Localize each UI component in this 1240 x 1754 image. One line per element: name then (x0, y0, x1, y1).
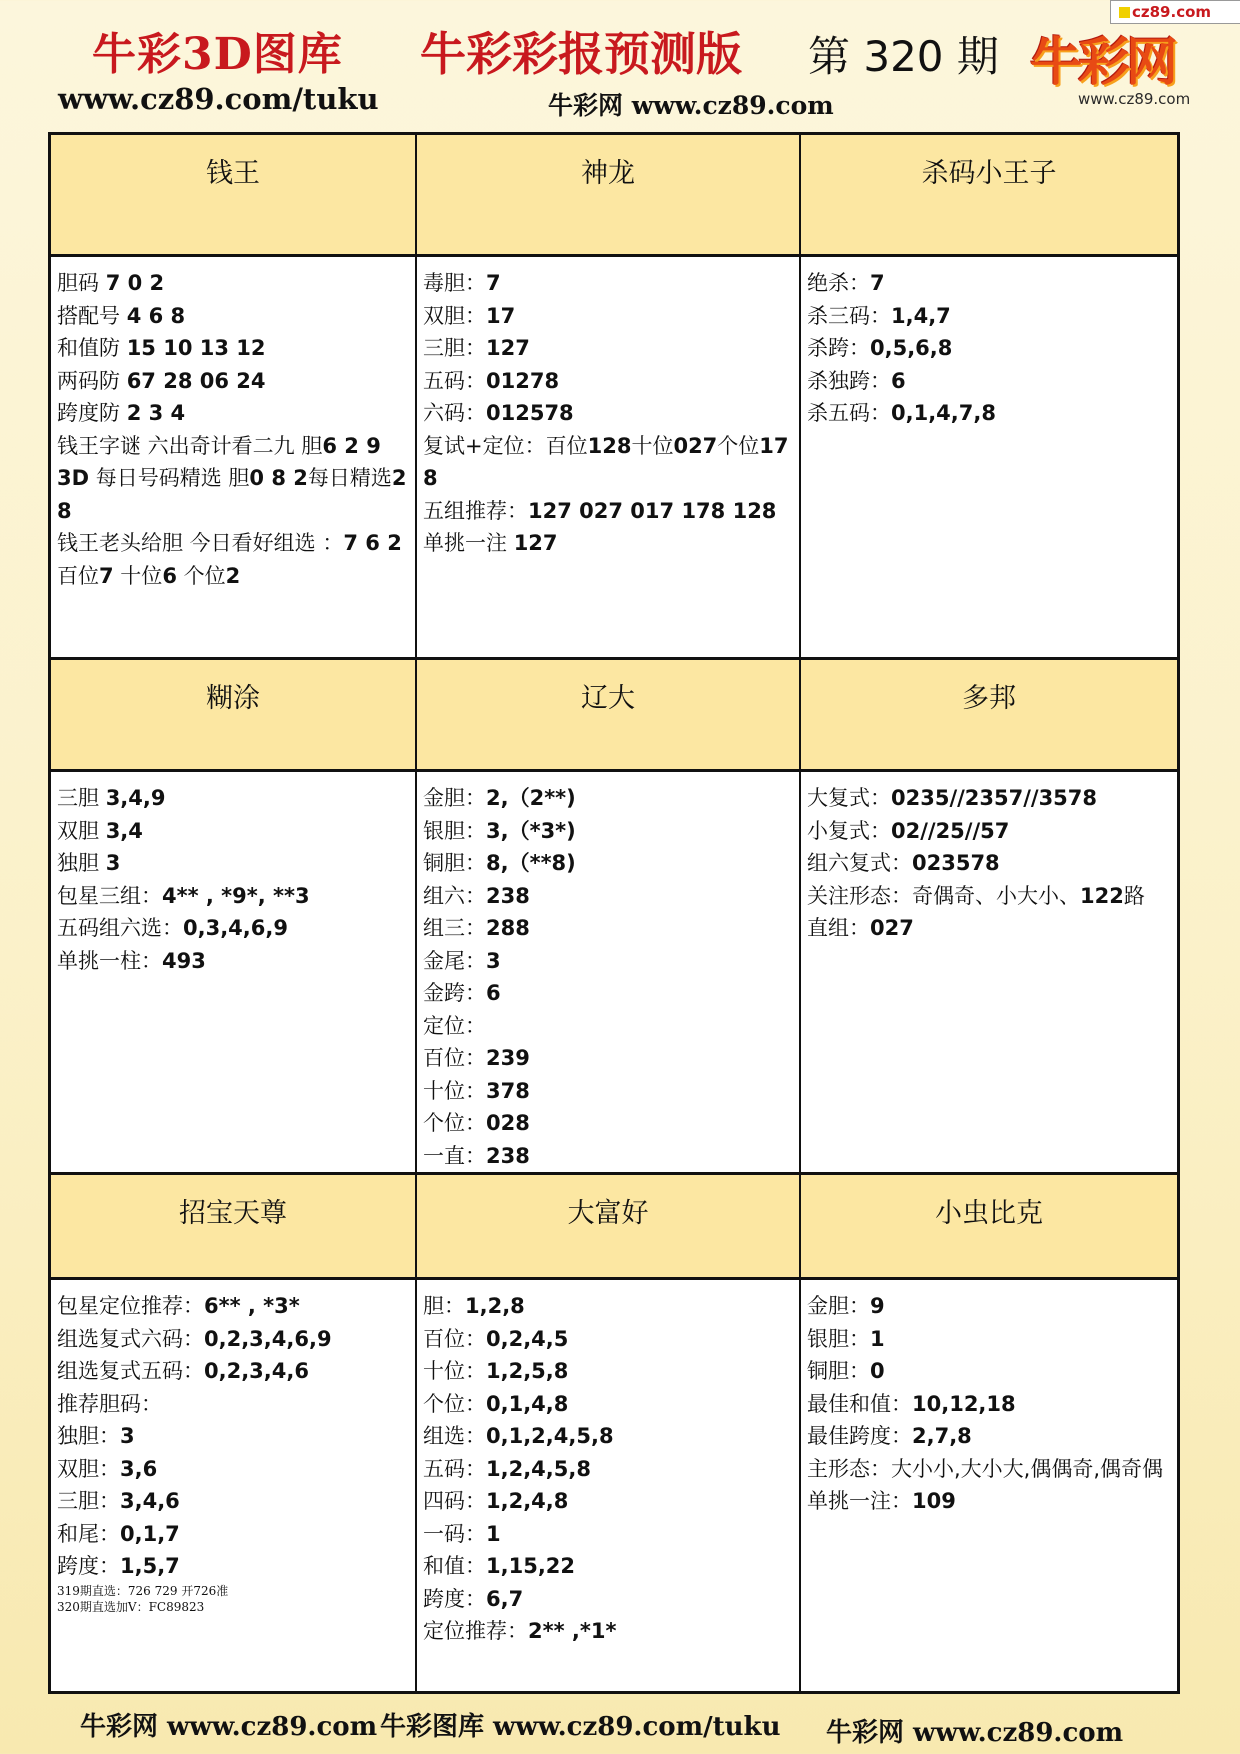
line-label: 和值防 (57, 336, 127, 360)
cell-body (801, 1280, 1177, 1691)
line-label: 毒胆： (423, 271, 486, 295)
line-value: 493 (162, 948, 206, 973)
cell-body (801, 772, 1177, 1175)
line-value: 3D (57, 466, 90, 490)
cell-body (801, 257, 1177, 660)
line-value: 1,2,5,8 (486, 1359, 569, 1383)
cell-title: 神龙 (417, 135, 801, 257)
line-label: 单挑一柱： (57, 948, 162, 973)
line-value: 109 (912, 1489, 956, 1513)
line-value: 288 (486, 916, 530, 940)
line-label: 组选复式五码： (57, 1359, 204, 1383)
cell-body (417, 257, 801, 660)
line-label: 最佳和值： (807, 1391, 912, 1416)
prediction-line (57, 815, 409, 848)
brand-logo[interactable] (1030, 14, 1192, 114)
line-label: 组六： (423, 883, 486, 908)
prediction-line (57, 332, 409, 365)
prediction-line (57, 397, 409, 430)
line-value: 0235//2357//3578 (891, 786, 1098, 810)
prediction-line (57, 430, 409, 463)
line-label: 三胆： (423, 336, 486, 360)
line-value: 3 (105, 851, 121, 875)
line-value: 127 (513, 531, 558, 555)
line-value: 2 (225, 563, 241, 588)
line-label: 跨度： (423, 1586, 486, 1611)
cell-title: 钱王 (51, 135, 417, 257)
line-label: 钱王字谜 六出奇计看二九 胆 (57, 433, 323, 458)
prediction-line (807, 1355, 1171, 1388)
line-value: 9 (870, 1294, 885, 1318)
prediction-line (423, 1518, 793, 1551)
issue-number: 第 320 期 (808, 32, 999, 81)
prediction-line (807, 847, 1171, 880)
line-label: 铜胆： (423, 851, 486, 875)
line-value: 15 10 13 12 (126, 336, 266, 360)
line-label: 杀五码： (807, 401, 891, 425)
cell-title: 杀码小王子 (801, 135, 1177, 257)
line-label: 定位推荐： (423, 1619, 528, 1643)
line-value: 0 (870, 1359, 885, 1383)
line-value: 2,7,8 (912, 1424, 972, 1448)
cell-title: 辽大 (417, 660, 801, 772)
line-label: 大复式： (807, 786, 891, 810)
line-label: 双胆： (423, 303, 486, 328)
line-value: 3,（*3*) (486, 818, 576, 843)
prediction-line (423, 1075, 793, 1108)
prediction-line (423, 1010, 793, 1043)
cell-body (417, 772, 801, 1175)
prediction-line (57, 1453, 409, 1486)
prediction-line (57, 1388, 409, 1421)
line-label: 个位 (176, 563, 226, 588)
site-url[interactable]: 牛彩网 www.cz89.com (548, 91, 834, 120)
line-value: 6 (891, 368, 906, 393)
line-label: 百位： (423, 1326, 486, 1351)
line-label: 三胆： (57, 1489, 120, 1513)
line-value: 3 (120, 1424, 135, 1448)
line-label: 杀独跨： (807, 368, 891, 393)
line-value: 4 6 8 (126, 303, 186, 328)
prediction-line (423, 977, 793, 1010)
prediction-line (807, 365, 1171, 398)
line-value: 378 (486, 1078, 530, 1103)
prediction-line (423, 880, 793, 913)
line-label: 推荐胆码： (57, 1391, 162, 1416)
line-value: 027 (673, 433, 718, 458)
line-value: 7 (486, 271, 501, 295)
line-value: 0,5,6,8 (870, 336, 953, 360)
prediction-line (57, 1420, 409, 1453)
line-label: 组六复式： (807, 851, 912, 875)
line-label: 组三： (423, 916, 486, 940)
prediction-line (57, 300, 409, 333)
prediction-line (57, 880, 409, 913)
prediction-line (57, 1485, 409, 1518)
prediction-line (423, 365, 793, 398)
line-value: 1,4,7 (891, 303, 951, 328)
line-label: 每日号码精选 胆 (89, 466, 250, 490)
line-value: 128 (587, 433, 632, 458)
line-label: 组选复式六码： (57, 1326, 204, 1351)
prediction-line (57, 945, 409, 978)
line-label: 银胆： (807, 1326, 870, 1351)
prediction-line (807, 1485, 1171, 1518)
prediction-line (423, 1140, 793, 1173)
prediction-line (807, 332, 1171, 365)
line-value: 1,2,8 (465, 1294, 525, 1318)
line-label: 每日精选 (307, 466, 392, 490)
prediction-line (807, 782, 1171, 815)
line-label: 双胆 (57, 818, 106, 843)
line-value: 028 (486, 1111, 530, 1135)
line-label: 十位 (113, 563, 163, 588)
line-value: 8,（**8) (486, 851, 576, 875)
cell-title: 多邦 (801, 660, 1177, 772)
line-value: 7 0 2 (105, 271, 165, 295)
line-label: 绝杀： (807, 271, 870, 295)
line-label: 跨度防 (57, 401, 127, 425)
line-value: 17 (486, 303, 516, 328)
line-label: 主形态：大小小,大小大,偶偶奇,偶奇偶 (807, 1456, 1164, 1481)
line-label: 四码： (423, 1489, 486, 1513)
prediction-line (423, 267, 793, 300)
line-value: 127 027 017 178 128 (528, 498, 777, 523)
line-label: 金胆： (423, 786, 486, 810)
prediction-line (807, 1388, 1171, 1421)
prediction-line (423, 1420, 793, 1453)
prediction-line (423, 1042, 793, 1075)
tuku-url[interactable]: www.cz89.com/tuku (58, 82, 379, 116)
line-label: 关注形态：奇偶奇、小大小、 (807, 883, 1080, 908)
line-label: 金胆： (807, 1294, 870, 1318)
prediction-line (423, 1290, 793, 1323)
cell-body (51, 772, 417, 1175)
prediction-line (423, 495, 793, 528)
prediction-line (423, 847, 793, 880)
line-value: 7 6 2 (343, 531, 402, 555)
prediction-line (57, 847, 409, 880)
prediction-line (423, 397, 793, 430)
line-label: 十位 (631, 433, 674, 458)
line-value: 2** ,*1* (528, 1619, 617, 1643)
line-value: 023578 (912, 851, 1000, 875)
line-value: 0,2,3,4,6,9 (204, 1326, 332, 1351)
prediction-line (423, 1388, 793, 1421)
line-label: 和尾： (57, 1521, 120, 1546)
cell-title: 小虫比克 (801, 1175, 1177, 1280)
line-label: 杀三码： (807, 303, 891, 328)
line-value: 0,1,4,8 (486, 1391, 569, 1416)
prediction-line (423, 332, 793, 365)
line-value: 127 (486, 336, 530, 360)
line-label: 钱王老头给胆 今日看好组选 ： (57, 531, 344, 555)
line-label: 个位： (423, 1391, 486, 1416)
line-label: 十位： (423, 1359, 486, 1383)
line-value: 10,12,18 (912, 1391, 1016, 1416)
logo-url: www.cz89.com (1078, 90, 1191, 108)
prediction-line (423, 912, 793, 945)
line-label: 包星定位推荐： (57, 1294, 204, 1318)
line-label: 最佳跨度： (807, 1424, 912, 1448)
line-value: 3,4,9 (105, 786, 166, 810)
line-label: 路 (1123, 883, 1145, 908)
line-value: 238 (486, 883, 530, 908)
line-value: 122 (1080, 883, 1124, 908)
line-value: 2,（2**) (486, 786, 576, 810)
line-value: 6,7 (486, 1586, 524, 1611)
line-value: 67 28 06 24 (126, 368, 266, 393)
line-label: 个位 (717, 433, 760, 458)
prediction-line (807, 300, 1171, 333)
line-label: 双胆： (57, 1456, 120, 1481)
cell-body (51, 1280, 417, 1691)
prediction-line (423, 1583, 793, 1616)
cell-body (51, 257, 417, 660)
prediction-line (423, 1355, 793, 1388)
prediction-line (423, 1485, 793, 1518)
line-label: 胆： (423, 1294, 465, 1318)
line-label: 跨度： (57, 1554, 120, 1578)
line-label: 五码组六选： (57, 916, 183, 940)
prediction-line (807, 1323, 1171, 1356)
prediction-line (57, 1550, 409, 1583)
line-value: 6** , *3* (204, 1294, 300, 1318)
cell-title: 糊涂 (51, 660, 417, 772)
line-value: 1,5,7 (120, 1554, 180, 1578)
corner-site-badge[interactable]: cz89.com (1110, 0, 1240, 24)
prediction-line (807, 815, 1171, 848)
line-label: 金尾： (423, 948, 486, 973)
footer-site-link-right[interactable]: 牛彩网 www.cz89.com (826, 1718, 1124, 1748)
line-label: 单挑一注 (423, 531, 514, 555)
line-label: 胆码 (57, 271, 106, 295)
line-value: 4** , *9*, **3 (162, 883, 310, 908)
prediction-line (57, 782, 409, 815)
line-label: 直组： (807, 916, 870, 940)
line-value: 6 (162, 563, 177, 588)
prediction-line (423, 430, 793, 495)
line-label: 铜胆： (807, 1359, 870, 1383)
line-label: 两码防 (57, 368, 127, 393)
prediction-line (807, 912, 1171, 945)
line-value: 3,4,6 (120, 1489, 180, 1513)
line-value: 1 (870, 1326, 885, 1351)
line-value: 0,3,4,6,9 (183, 916, 288, 940)
line-label: 独胆 (57, 851, 106, 875)
prediction-line (57, 1518, 409, 1551)
line-label: 十位： (423, 1078, 486, 1103)
cell-note: 320期直选加V：FC89823 (57, 1599, 205, 1614)
line-label: 个位： (423, 1111, 486, 1135)
line-value: 7 (99, 563, 114, 588)
line-label: 银胆： (423, 818, 486, 843)
prediction-line (57, 267, 409, 300)
line-label: 五码： (423, 1456, 486, 1481)
line-label: 五组推荐： (423, 498, 528, 523)
prediction-line (423, 1323, 793, 1356)
line-label: 百位： (423, 1046, 486, 1070)
cell-title: 大富好 (417, 1175, 801, 1280)
line-value: 027 (870, 916, 914, 940)
site-title: 牛彩3D图库 (92, 29, 343, 80)
logo-text: 牛彩网 (1030, 32, 1175, 93)
prediction-line (57, 1355, 409, 1388)
prediction-line (807, 1420, 1171, 1453)
prediction-line (423, 815, 793, 848)
line-value: 1,2,4,8 (486, 1489, 569, 1513)
footer-site-link[interactable]: 牛彩网 www.cz89.com (80, 1712, 378, 1742)
line-value: 0 8 2 (249, 466, 308, 490)
line-label: 小复式： (807, 818, 891, 843)
prediction-line (807, 1453, 1171, 1486)
paper-title: 牛彩彩报预测版 (420, 27, 742, 81)
line-label: 和值： (423, 1554, 486, 1578)
prediction-line (57, 462, 409, 527)
line-label: 金跨： (423, 981, 486, 1005)
line-value: 6 (486, 981, 501, 1005)
line-label: 杀跨： (807, 336, 870, 360)
prediction-line (807, 1290, 1171, 1323)
line-label: 一直： (423, 1143, 486, 1168)
line-value: 0,1,4,7,8 (891, 401, 996, 425)
line-label: 五码： (423, 368, 486, 393)
line-label: 独胆： (57, 1424, 120, 1448)
cell-title: 招宝天尊 (51, 1175, 417, 1280)
line-value: 3 (486, 948, 501, 973)
line-value: 3,4 (105, 818, 143, 843)
line-label: 一码： (423, 1521, 486, 1546)
line-value: 6 2 9 (322, 433, 381, 458)
line-label: 百位 (57, 563, 99, 588)
line-label: 搭配号 (57, 303, 127, 328)
line-value: 1,15,22 (486, 1554, 576, 1578)
line-value: 178 (423, 433, 789, 490)
line-label: 三胆 (57, 786, 106, 810)
prediction-line (807, 397, 1171, 430)
line-value: 238 (486, 1143, 530, 1168)
line-value: 7 (870, 271, 885, 295)
line-value: 2 3 4 (126, 401, 186, 425)
footer-tuku-link[interactable]: 牛彩图库 www.cz89.com/tuku (380, 1712, 781, 1742)
line-label: 单挑一注： (807, 1489, 912, 1513)
line-value: 01278 (486, 368, 560, 393)
cell-note: 319期直选：726 729 开726准 (57, 1583, 229, 1598)
prediction-line (423, 1615, 793, 1648)
line-value: 1,2,4,5,8 (486, 1456, 591, 1481)
prediction-line (423, 300, 793, 333)
line-label: 定位： (423, 1013, 486, 1038)
prediction-line (423, 1453, 793, 1486)
prediction-line (57, 1323, 409, 1356)
line-value: 3,6 (120, 1456, 158, 1481)
line-value: 2 8 (57, 466, 407, 523)
prediction-line (807, 267, 1171, 300)
line-value: 012578 (486, 401, 574, 425)
prediction-line (423, 1550, 793, 1583)
prediction-line (807, 880, 1171, 913)
prediction-line (57, 365, 409, 398)
line-label: 组选： (423, 1424, 486, 1448)
line-value: 239 (486, 1046, 530, 1070)
line-value: 1 (486, 1521, 501, 1546)
cell-body (417, 1280, 801, 1691)
prediction-line (423, 1107, 793, 1140)
line-label: 复试+定位：百位 (423, 433, 588, 458)
prediction-line (423, 782, 793, 815)
prediction-grid (48, 132, 1180, 1694)
line-label: 包星三组： (57, 883, 162, 908)
prediction-line (57, 527, 409, 592)
prediction-line (423, 945, 793, 978)
line-value: 0,1,7 (120, 1521, 180, 1546)
line-value: 0,1,2,4,5,8 (486, 1424, 614, 1448)
prediction-line (57, 912, 409, 945)
line-value: 02//25//57 (891, 818, 1010, 843)
line-label: 六码： (423, 401, 486, 425)
line-value: 0,2,3,4,6 (204, 1359, 309, 1383)
prediction-line (423, 527, 793, 560)
prediction-line (57, 1290, 409, 1323)
line-value: 0,2,4,5 (486, 1326, 569, 1351)
